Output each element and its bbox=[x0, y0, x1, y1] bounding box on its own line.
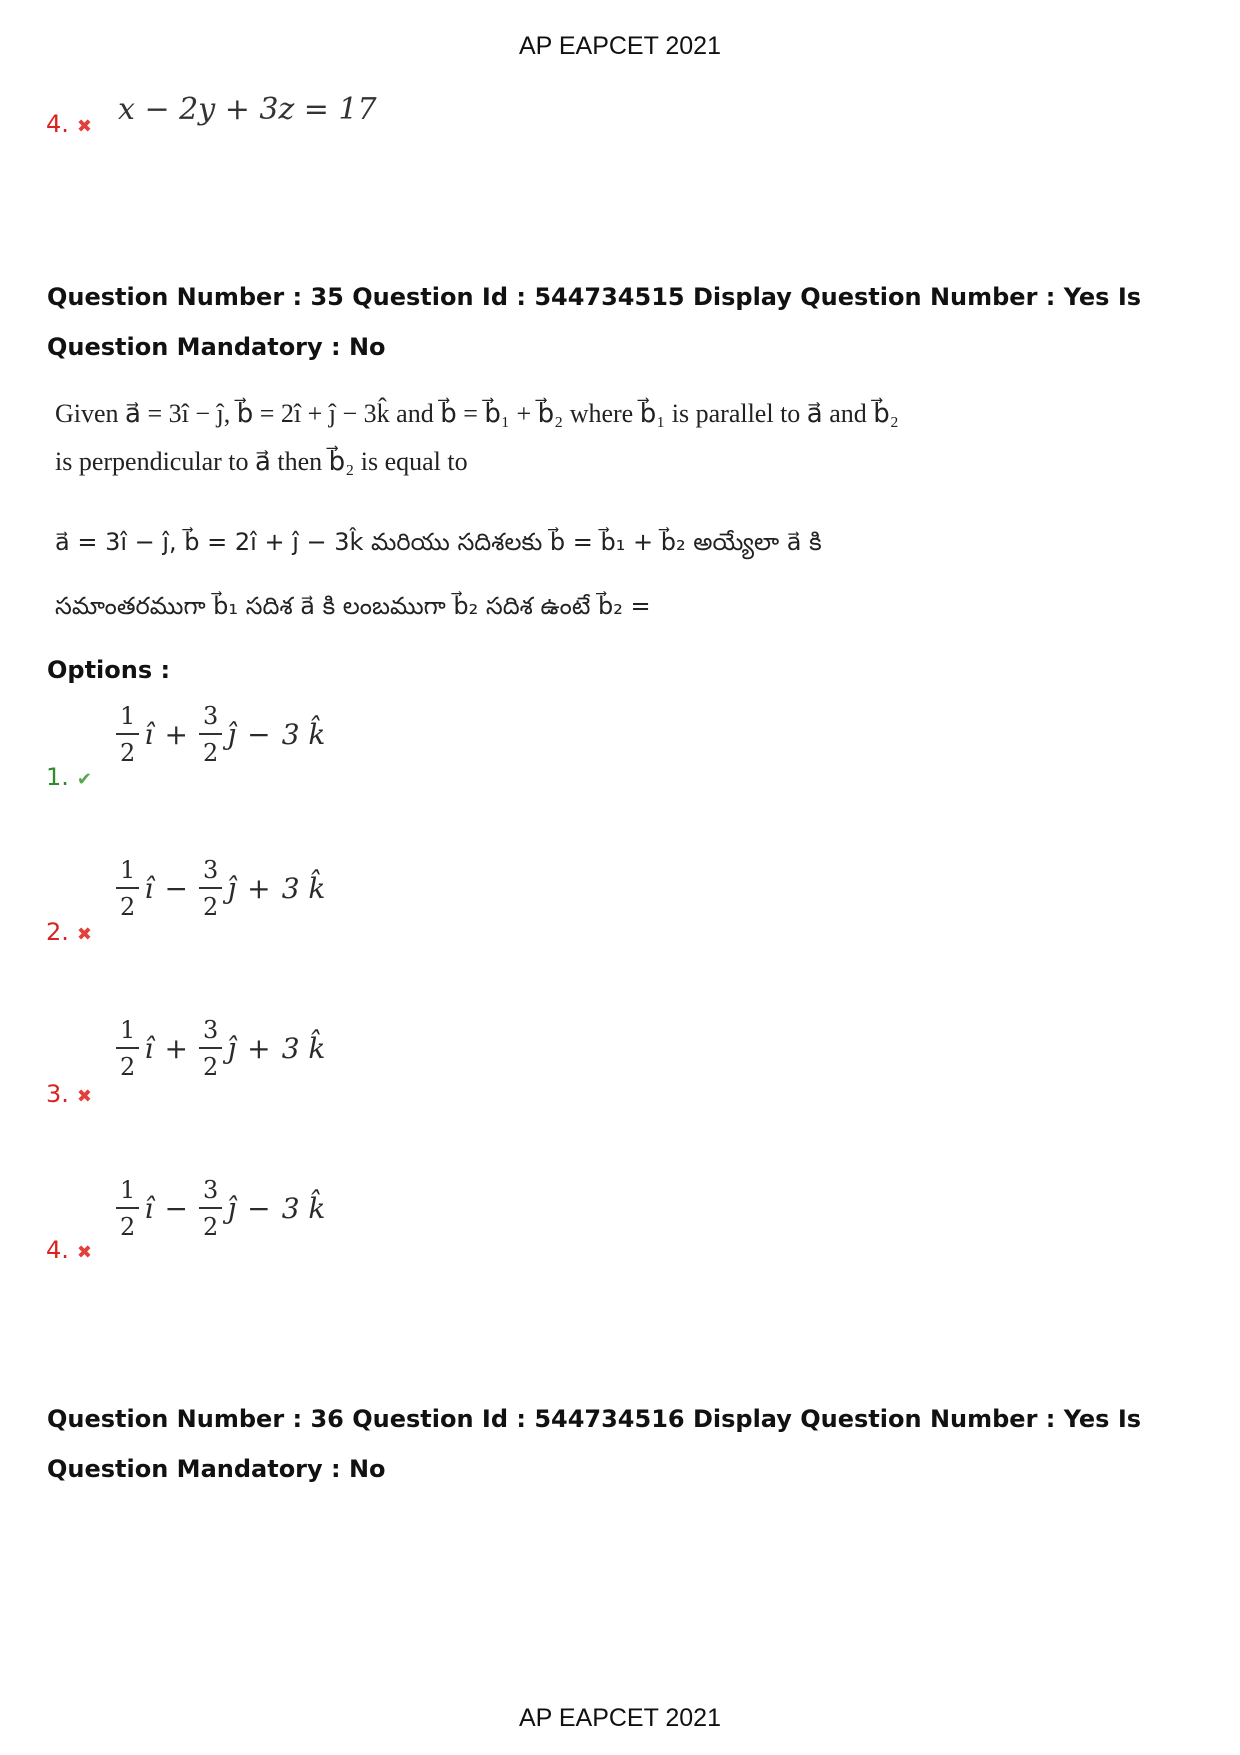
question-header: Question Number : 36 Question Id : 544734516 Display Question Number : Yes Is Question Mandatory : No bbox=[47, 1405, 1142, 1483]
prev-option-4 bbox=[46, 110, 92, 138]
option-number: 4. bbox=[46, 110, 69, 138]
option-number: 2. bbox=[46, 918, 69, 946]
question-text-english-line1: Given a⃗ = 3î − ĵ, b⃗ = 2î + ĵ − 3k̂ and b⃗ = b⃗₁ + b⃗₂ where b⃗₁ is parallel to a⃗ and b⃗₂ bbox=[55, 399, 899, 428]
option-4-expression: $\frac{1}{2}$ î − $\frac{3}{2}$ ĵ − 3 k̂ bbox=[116, 1178, 325, 1239]
question-text-telugu-line1: a⃗ = 3î − ĵ, b⃗ = 2î + ĵ − 3k̂ మరియు సదిశలకు b⃗ = b⃗₁ + b⃗₂ అయ్యేలా a⃗ కి bbox=[55, 528, 822, 556]
fraction: $\frac{3}{2}$ bbox=[199, 858, 222, 919]
wrong-mark-icon: ✖ bbox=[76, 924, 92, 945]
question-text-english-line2: is perpendicular to a⃗ then b⃗₂ is equal to bbox=[55, 447, 468, 476]
option-1-expression: $\frac{1}{2}$ î + $\frac{3}{2}$ ĵ − 3 k̂ bbox=[116, 704, 325, 765]
options-label: Options : bbox=[47, 656, 171, 684]
option-number: 3. bbox=[46, 1080, 69, 1108]
page-header: AP EAPCET 2021 bbox=[519, 32, 721, 60]
fraction: $\frac{3}{2}$ bbox=[199, 1018, 222, 1079]
fraction: $\frac{3}{2}$ bbox=[199, 1178, 222, 1239]
fraction: $\frac{1}{2}$ bbox=[116, 1018, 139, 1079]
option-2-expression: $\frac{1}{2}$ î − $\frac{3}{2}$ ĵ + 3 k̂ bbox=[116, 858, 325, 919]
correct-check-icon: ✔ bbox=[76, 769, 92, 790]
fraction: $\frac{1}{2}$ bbox=[116, 704, 139, 765]
wrong-mark-icon: ✖ bbox=[76, 116, 92, 137]
question-text-telugu-line2: సమాంతరముగా b⃗₁ సదిశ a⃗ కి లంబముగా b⃗₂ సదిశ ఉంటే b⃗₂ = bbox=[55, 592, 651, 620]
page-footer: AP EAPCET 2021 bbox=[519, 1704, 721, 1732]
wrong-mark-icon: ✖ bbox=[76, 1086, 92, 1107]
question-header: Question Number : 35 Question Id : 544734515 Display Question Number : Yes Is Question Mandatory : No bbox=[47, 283, 1142, 361]
fraction: $\frac{1}{2}$ bbox=[116, 858, 139, 919]
option-number: 4. bbox=[46, 1236, 69, 1264]
fraction: $\frac{1}{2}$ bbox=[116, 1178, 139, 1239]
fraction: $\frac{3}{2}$ bbox=[199, 704, 222, 765]
prev-option-equation: x − 2y + 3z = 17 bbox=[118, 92, 377, 127]
wrong-mark-icon: ✖ bbox=[76, 1242, 92, 1263]
option-number: 1. bbox=[46, 763, 69, 791]
option-3-expression: $\frac{1}{2}$ î + $\frac{3}{2}$ ĵ + 3 k̂ bbox=[116, 1018, 325, 1079]
